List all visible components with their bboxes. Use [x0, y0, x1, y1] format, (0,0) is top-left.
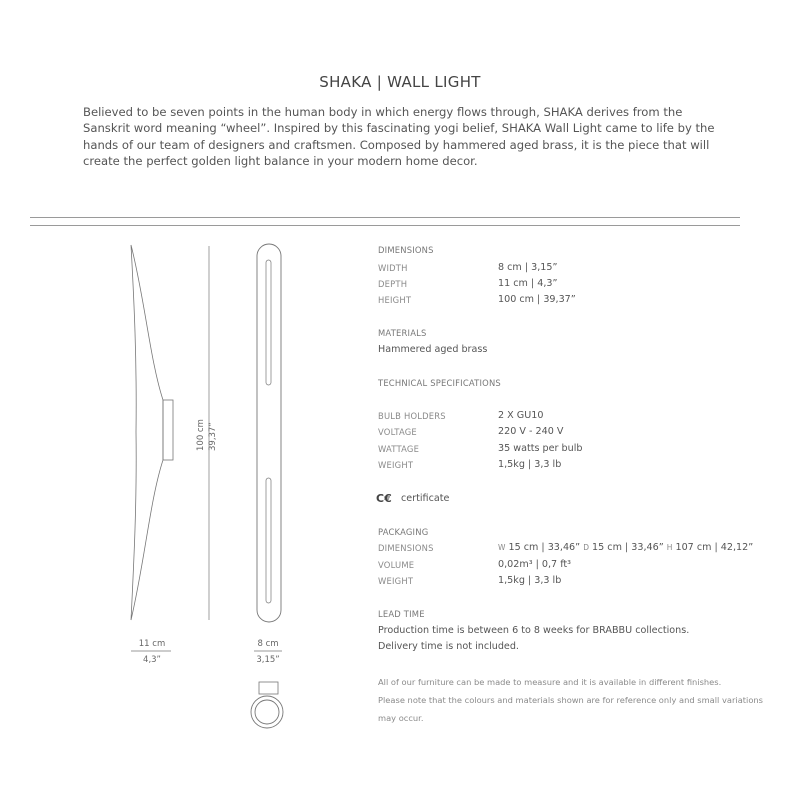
spec-label: DIMENSIONS — [378, 543, 434, 553]
dim-h-value: 107 cm | 42,12” — [675, 542, 754, 553]
spec-value: 220 V - 240 V — [498, 426, 564, 437]
spec-label: BULB HOLDERS — [378, 411, 446, 421]
spec-value: 1,5kg | 3,3 lb — [498, 459, 562, 470]
dim-d-value: 15 cm | 33,46” — [592, 542, 664, 553]
front-slot-top — [266, 260, 271, 385]
spec-value: 0,02m³ | 0,7 ft³ — [498, 559, 572, 570]
side-profile-outline — [131, 245, 163, 620]
dim-w-value: 15 cm | 33,46” — [508, 542, 581, 553]
spec-label: HEIGHT — [378, 295, 412, 305]
front-view-outline — [257, 244, 281, 622]
dim-w-prefix: W — [498, 543, 506, 552]
packaging-heading: PACKAGING — [378, 527, 429, 537]
side-mount-plate — [163, 400, 173, 460]
dim-h-prefix: H — [666, 543, 673, 552]
front-width-cm-label: 8 cm — [257, 639, 279, 649]
side-width-cm-label: 11 cm — [138, 639, 166, 649]
spec-label: VOLUME — [378, 560, 415, 570]
technical-heading: TECHNICAL SPECIFICATIONS — [378, 378, 501, 388]
certificate-label: certificate — [401, 493, 450, 504]
footnote-line-2: Please note that the colours and materials shown are for reference only and small variations may occur. — [378, 695, 763, 723]
top-view-ring-outer — [251, 696, 283, 728]
lead-time-heading: LEAD TIME — [378, 609, 425, 619]
spec-value: 100 cm | 39,37” — [498, 294, 576, 305]
lead-time-delivery: Delivery time is not included. — [378, 641, 519, 652]
spec-value: 11 cm | 4,3” — [498, 278, 558, 289]
height-cm-label: 100 cm — [196, 419, 206, 451]
spec-value: 2 X GU10 — [498, 410, 544, 421]
page-title: SHAKA | WALL LIGHT — [319, 73, 481, 91]
materials-value: Hammered aged brass — [378, 344, 488, 355]
spec-label: WIDTH — [378, 263, 408, 273]
height-in-label: 39,37” — [208, 422, 218, 451]
spec-value: 8 cm | 3,15” — [498, 262, 558, 273]
spec-label: WATTAGE — [378, 444, 420, 454]
spec-label: VOLTAGE — [378, 427, 417, 437]
lead-time-production: Production time is between 6 to 8 weeks for BRABBU collections. — [378, 625, 690, 636]
front-width-in-label: 3,15” — [256, 655, 280, 665]
product-description: Believed to be seven points in the human body in which energy flows through, SHAKA derives from the Sanskrit word meaning “wheel”. Inspired by this fascinating yogi belief, SHAKA Wall Light came to life by the hands of our team of designers and craftsmen. Composed by hammered aged brass, it is the piece that will create the perfect golden light balance in your modern home decor. — [83, 105, 715, 168]
product-drawing — [0, 0, 370, 800]
spec-value — [498, 542, 753, 553]
side-width-in-label: 4,3” — [143, 655, 161, 665]
front-slot-bottom — [266, 478, 271, 603]
materials-heading: MATERIALS — [378, 328, 427, 338]
spec-value: 1,5kg | 3,3 lb — [498, 575, 562, 586]
footnote-line-1: All of our furniture can be made to measure and it is available in different finishes. — [378, 677, 722, 687]
ce-mark-icon: C€ — [376, 492, 392, 505]
spec-label: DEPTH — [378, 279, 408, 289]
dim-d-prefix: D — [583, 543, 589, 552]
spec-label: WEIGHT — [378, 576, 414, 586]
dimensions-heading: DIMENSIONS — [378, 245, 434, 255]
footnote — [378, 673, 778, 727]
top-view-ring-inner — [255, 700, 279, 724]
spec-value: 35 watts per bulb — [498, 443, 583, 454]
top-view-mount — [259, 682, 278, 694]
spec-label: WEIGHT — [378, 460, 414, 470]
